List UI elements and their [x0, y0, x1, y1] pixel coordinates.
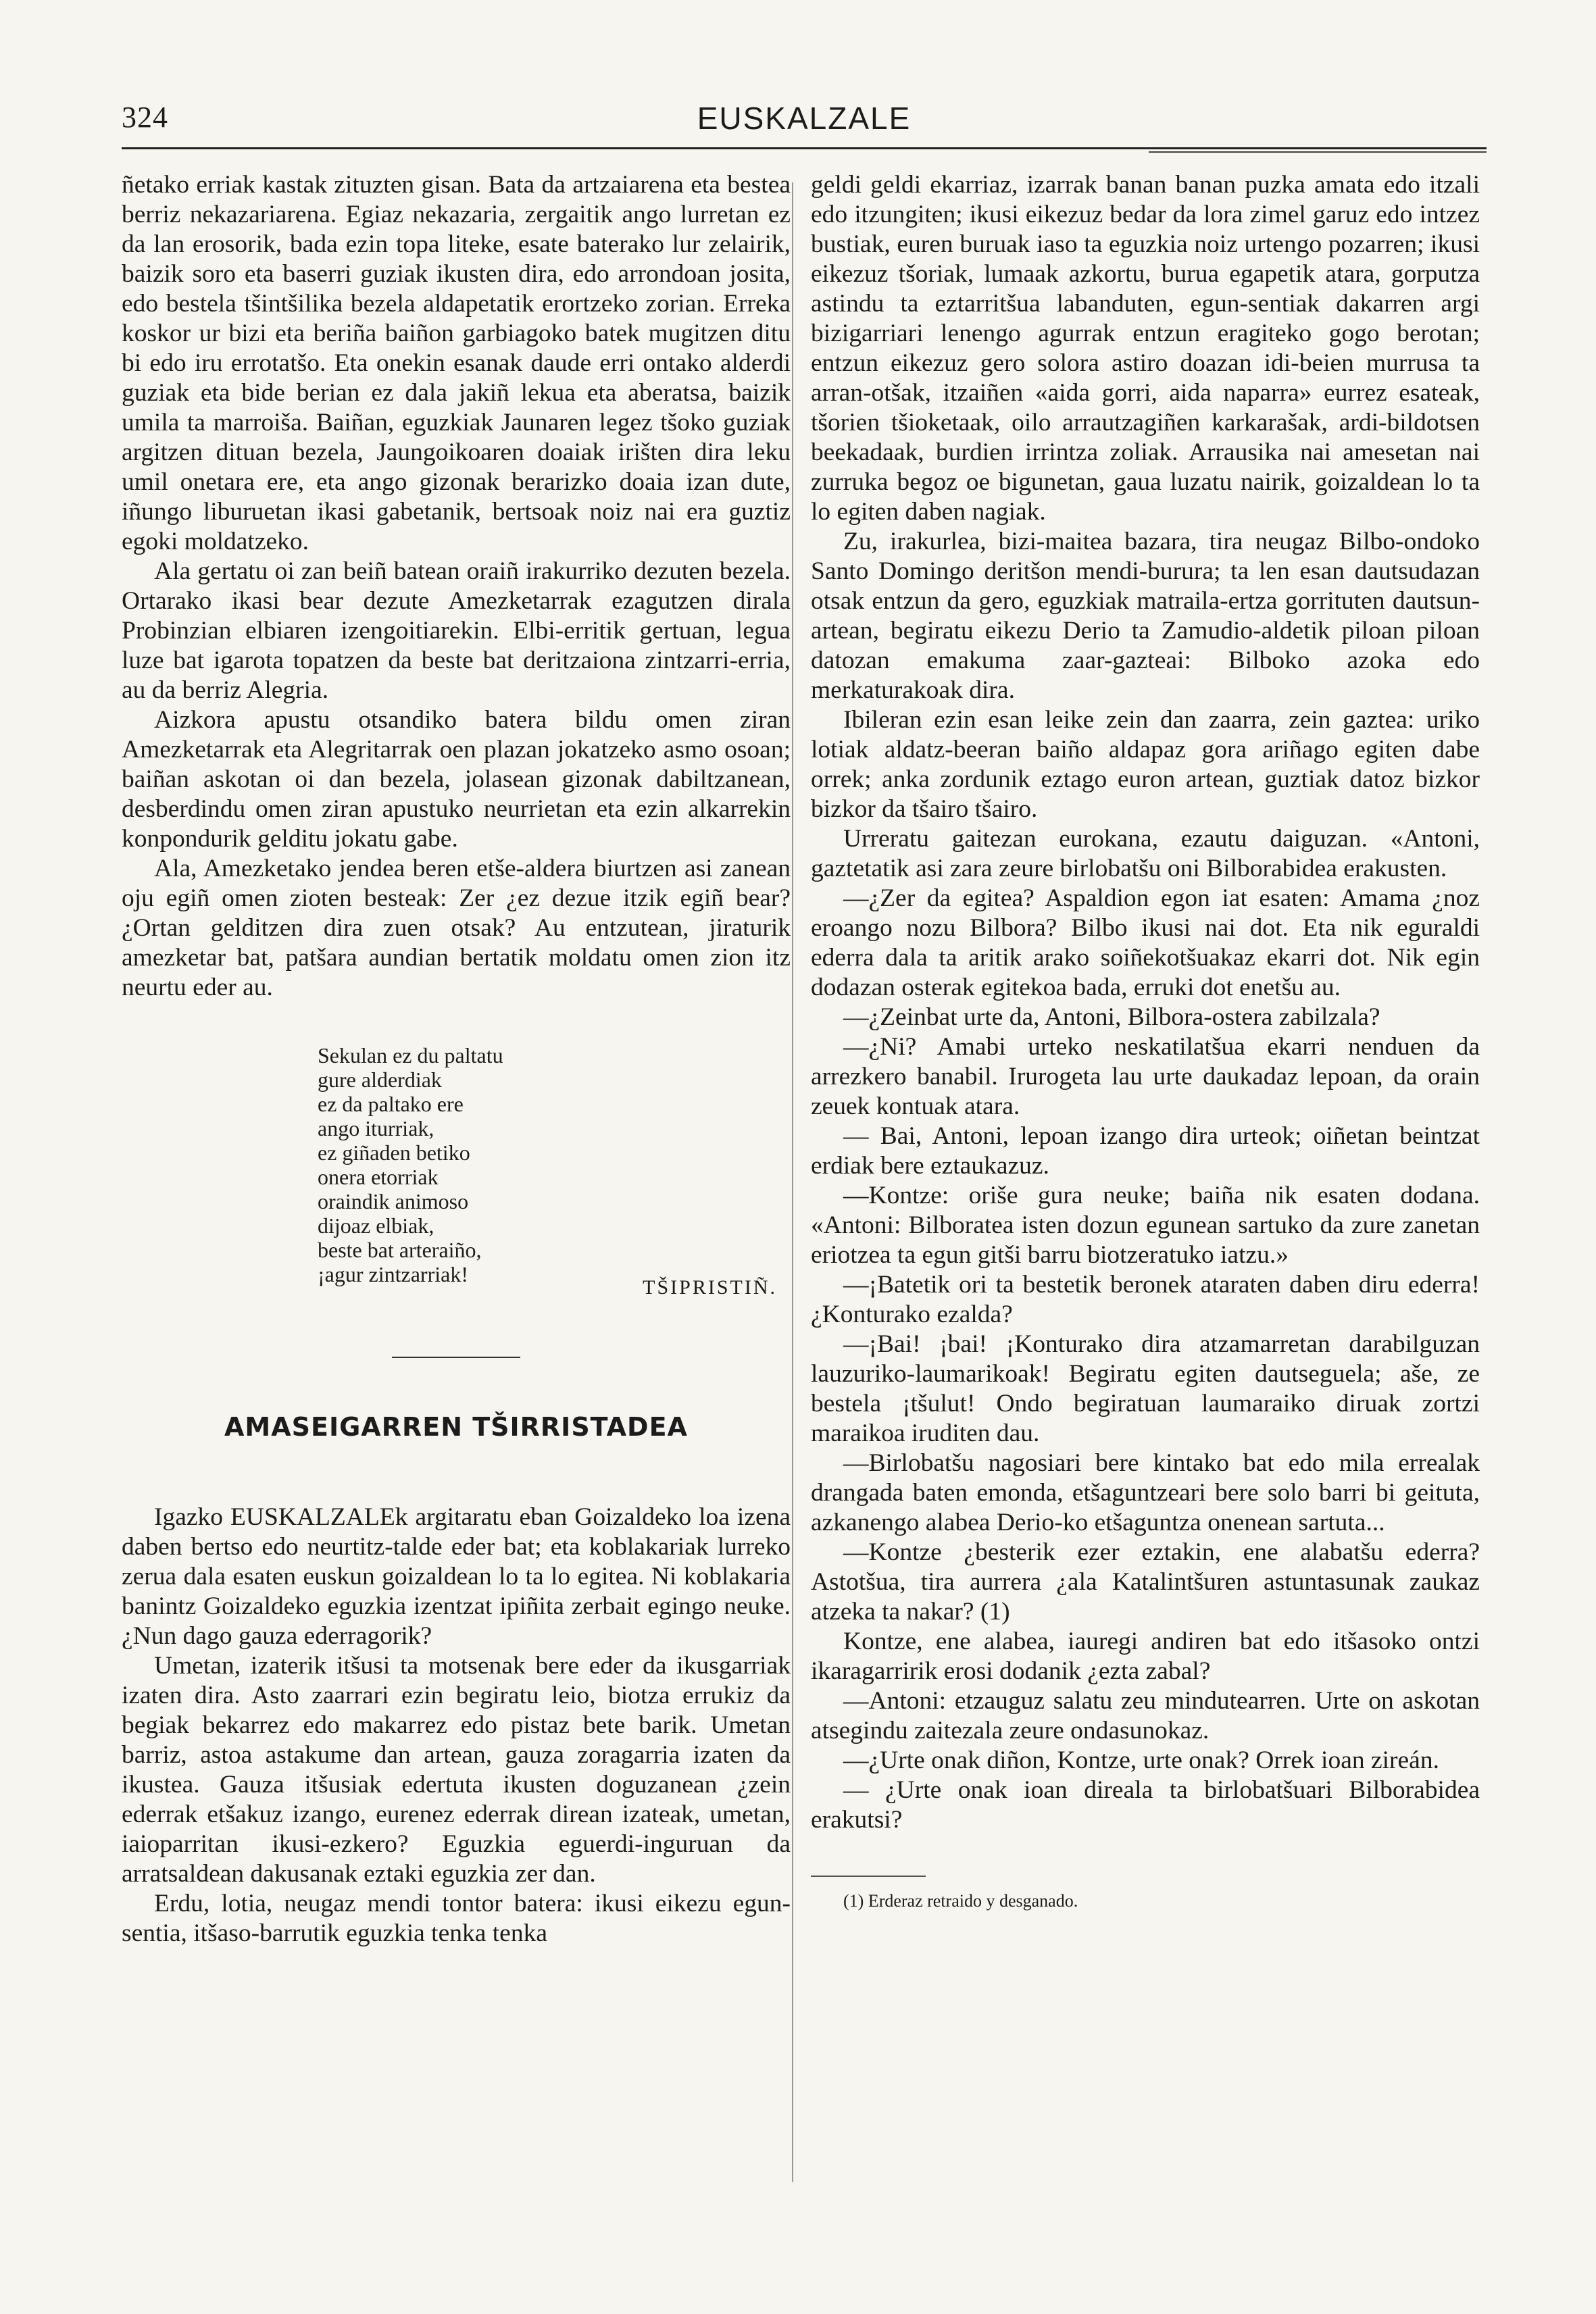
- paragraph: Ibileran ezin esan leike zein dan zaarra, zein gaztea: uriko lotiak aldatz-beeran baiño aldapaz gora ariñago egiten dabe orrek; anka zordunik eztago euron artean, guztiak datoz bizkor bizkor da tšairo tšairo.: [811, 706, 1480, 823]
- header-rule: [122, 147, 1487, 149]
- paragraph: geldi geldi ekarriaz, izarrak banan banan puzka amata edo itzali edo itzungiten; ikusi eikezuz bedar da lora zimel garuz edo intzez bustiak, euren buruak iaso ta eguzkia noiz urtengo pozarren; ikusi eikezuz tšoriak, lumaak azkortu, burua egapetik atara, gorputza astindu ta eztarritšua labanduten, egun-sentiak dakarren argi bizigarriari lenengo agurrak entzun eragiteko gogo berotan; entzun eikezuz gero solora astiro doazan idi-beien murrusa ta arran-otšak, itzaiñen «aida gorri, aida naparra» eurrez esateak, tšorien tšioketaak, oilo arrautzagiñen karkarašak, ardi-bildotsen beekadaak, burdien irrintza zoliak. Arrausika nai amesetan nai zurruka begoz oe bigunetan, gaua luzatu nairik, goizaldean lo ta lo egiten daben nagiak.: [811, 171, 1480, 526]
- paragraph: —Kontze ¿besterik ezer eztakin, ene alabatšu ederra? Astotšua, tira aurrera ¿ala Katalintšuren astuntasunak zaukaz atzeka ta nakar? (1): [811, 1538, 1480, 1626]
- paragraph: Urreratu gaitezan eurokana, ezautu daiguzan. «Antoni, gaztetatik asi zara zeure birlobatšu oni Bilborabidea erakusten.: [811, 825, 1480, 882]
- right-column: [811, 170, 1480, 1912]
- running-title: EUSKALZALE: [697, 101, 912, 136]
- header-rule-secondary: [1149, 151, 1487, 153]
- poem-line: ez giñaden betiko: [318, 1140, 470, 1165]
- footnote: (1) Erderaz retraido y desganado.: [843, 1891, 1078, 1911]
- section-divider: [392, 1357, 520, 1358]
- paragraph: —¿Ni? Amabi urteko neskatilatšua ekarri nenduen da arrezkero banabil. Irurogeta lau urte daukadaz lepoan, da orain zeuek kontuak atara.: [811, 1033, 1480, 1120]
- author-signature: TŠIPRISTIÑ.: [643, 1276, 777, 1299]
- paragraph: Zu, irakurlea, bizi-maitea bazara, tira neugaz Bilbo-ondoko Santo Domingo deritšon mendi-burura; ta len esan dautsudazan otsak entzun da gero, eguzkiak matraila-ertza gorrituten dautsun-artean, begiratu eikezu Derio ta Zamudio-aldetik piloan piloan datozan emakuma zaar-gazteai: Bilboko azoka edo merkaturakoak dira.: [811, 528, 1480, 704]
- poem-line: beste bat arteraiño,: [318, 1238, 482, 1262]
- poem-line: Sekulan ez du paltatu: [318, 1043, 503, 1067]
- poem-line: ¡agur zintzarriak!: [318, 1262, 468, 1286]
- poem-line: dijoaz elbiak,: [318, 1213, 434, 1238]
- poem-line: gure alderdiak: [318, 1067, 442, 1092]
- paragraph: —Kontze: oriše gura neuke; baiña nik esaten dodana. «Antoni: Bilboratea isten dozun egunean sartuko da zure zanetan eriotzea ta egun gitši barru biotzeratuko iatzu.»: [811, 1182, 1480, 1269]
- paragraph: —¿Zeinbat urte da, Antoni, Bilbora-ostera zabilzala?: [843, 1003, 1380, 1031]
- footnote-rule: [811, 1876, 926, 1877]
- paragraph: —Birlobatšu nagosiari bere kintako bat edo mila errealak drangada baten emonda, etšaguntzeari bere solo barri bi geituta, azkanengo alabea Derio-ko etšaguntza onenean sartuta...: [811, 1449, 1480, 1536]
- paragraph: — ¿Urte onak ioan direala ta birlobatšuari Bilborabidea erakutsi?: [811, 1776, 1480, 1834]
- paragraph: —¿Urte onak diñon, Kontze, urte onak? Orrek ioan zireán.: [843, 1746, 1439, 1774]
- poem-line: oraindik animoso: [318, 1189, 469, 1213]
- poem-line: ez da paltako ere: [318, 1092, 464, 1116]
- paragraph: —¿Zer da egitea? Aspaldion egon iat esaten: Amama ¿noz eroango nozu Bilbora? Bilbo ikusi nai dot. Eta nik eguraldi ederra dala ta aritik arako soiñekotšuakaz ekarri dot. Nik egin dodazan osterak egitekoa bada, erruki dot enetšu au.: [811, 884, 1480, 1001]
- paragraph: Aizkora apustu otsandiko batera bildu omen ziran Amezketarrak eta Alegritarrak oen plazan jokatzeko asmo osoan; baiñan askotan oi dan bezela, jolasean gizonak dabiltzanean, desberdindu omen ziran apustuko neurrietan eta ezin alkarrekin konpondurik gelditu jokatu gabe.: [122, 706, 791, 853]
- page-number: 324: [122, 101, 168, 134]
- paragraph: ñetako erriak kastak zituzten gisan. Bata da artzaiarena eta bestea berriz nekazariarena. Egiaz nekazaria, zergaitik ango lurretan ez da lan erosorik, bada ezin topa liteke, esate baterako lur zelairik, baizik soro eta baserri guziak ikusten dira, edo arrondoan josita, edo bestela tšintšilika bezela aldapetatik erortzeko zorian. Erreka koskor ur bizi eta beriña baiñon garbiagoko batek mugitzen ditu bi edo iru errotatšo. Eta onekin esanak daude erri ontako alderdi guziak eta bide berian ez dala jakiñ lekua eta aberatsa, baizik umila ta marroiša. Baiñan, eguzkiak Jaunaren legez tšoko guziak argitzen dituan bezela, Jaungoikoaren doaiak irišten dira leku umil onetara ere, eta ango gizonak berarizko doaia izan dute, iñungo liburuetan ikasi gabetanik, bertsoak noiz nai era guztiz egoki moldatzeko.: [122, 171, 791, 555]
- poem-line: onera etorriak: [318, 1165, 439, 1189]
- page-header: [122, 100, 1487, 141]
- paragraph: Erdu, lotia, neugaz mendi tontor batera: ikusi eikezu egun-sentia, itšaso-barrutik eguzkia tenka tenka: [122, 1890, 791, 1947]
- section-title: AMASEIGARREN TŠIRRISTADEA: [224, 1412, 688, 1442]
- column-divider: [792, 182, 793, 2182]
- paragraph: Umetan, izaterik itšusi ta motsenak bere eder da ikusgarriak izaten dira. Asto zaarrari ezin begiratu leio, biotza errukiz da begiak bekarrez edo makarrez edo pistaz bete barik. Umetan barriz, astoa astakume dan artean, gauza zoragarria izaten da ikustea. Gauza itšusiak edertuta ikusten doguzanean ¿zein ederrak etšakuz izango, eurenez ederrak direan izateak, umetan, iaioparritan ikusi-ezkero? Eguzkia eguerdi-inguruan da arratsaldean dakusanak eztaki eguzkia zer dan.: [122, 1652, 791, 1888]
- paragraph: Igazko EUSKALZALEk argitaratu eban Goizaldeko loa izena daben bertso edo neurtitz-talde eder bat; eta koblakariak lurreko zerua dala esaten euskun goizaldean lo ta lo egitea. Ni koblakaria banintz Goizaldeko eguzkia izentzat ipiñita zerbait egingo neuke. ¿Nun dago gauza ederragorik?: [122, 1503, 791, 1650]
- paragraph: Ala gertatu oi zan beiñ batean oraiñ irakurriko dezuten bezela. Ortarako ikasi bear dezute Amezketarrak ezagutzen dirala Probinzian elbiaren izengoitiarekin. Elbi-erritik gertuan, legua luze bat igarota topatzen da beste bat deritzaiona zintzarri-erria, au da berriz Alegria.: [122, 557, 791, 704]
- paragraph: Ala, Amezketako jendea beren etše-aldera biurtzen asi zanean oju egiñ omen zioten besteak: Zer ¿ez dezue itzik egiñ bear? ¿Ortan gelditzen dira zuen otsak? Au entzutean, jiraturik amezketar bat, patšara aundian bertatik moldatu omen zion itz neurtu eder au.: [122, 855, 791, 1001]
- poem: [318, 1043, 791, 1286]
- paragraph: —¡Batetik ori ta bestetik beronek ataraten daben diru ederra! ¿Konturako ezalda?: [811, 1271, 1480, 1328]
- paragraph: Kontze, ene alabea, iauregi andiren bat edo itšasoko ontzi ikaragarririk erosi dodanik ¿ezta zabal?: [811, 1628, 1480, 1685]
- paragraph: — Bai, Antoni, lepoan izango dira urteok; oiñetan beintzat erdiak bere eztaukazuz.: [811, 1122, 1480, 1180]
- left-column: [122, 170, 791, 1948]
- paragraph: —Antoni: etzauguz salatu zeu mindutearren. Urte on askotan atsegindu zaitezala zeure ondasunokaz.: [811, 1687, 1480, 1744]
- paragraph: —¡Bai! ¡bai! ¡Konturako dira atzamarretan darabilguzan lauzuriko-laumarikoak! Begiratu egiten dautseguela; aše, ze bestela ¡tšulut! Ondo begiratuan laumaraiko diruak zortzi maraikoa iruditen dau.: [811, 1330, 1480, 1447]
- poem-line: ango iturriak,: [318, 1116, 434, 1140]
